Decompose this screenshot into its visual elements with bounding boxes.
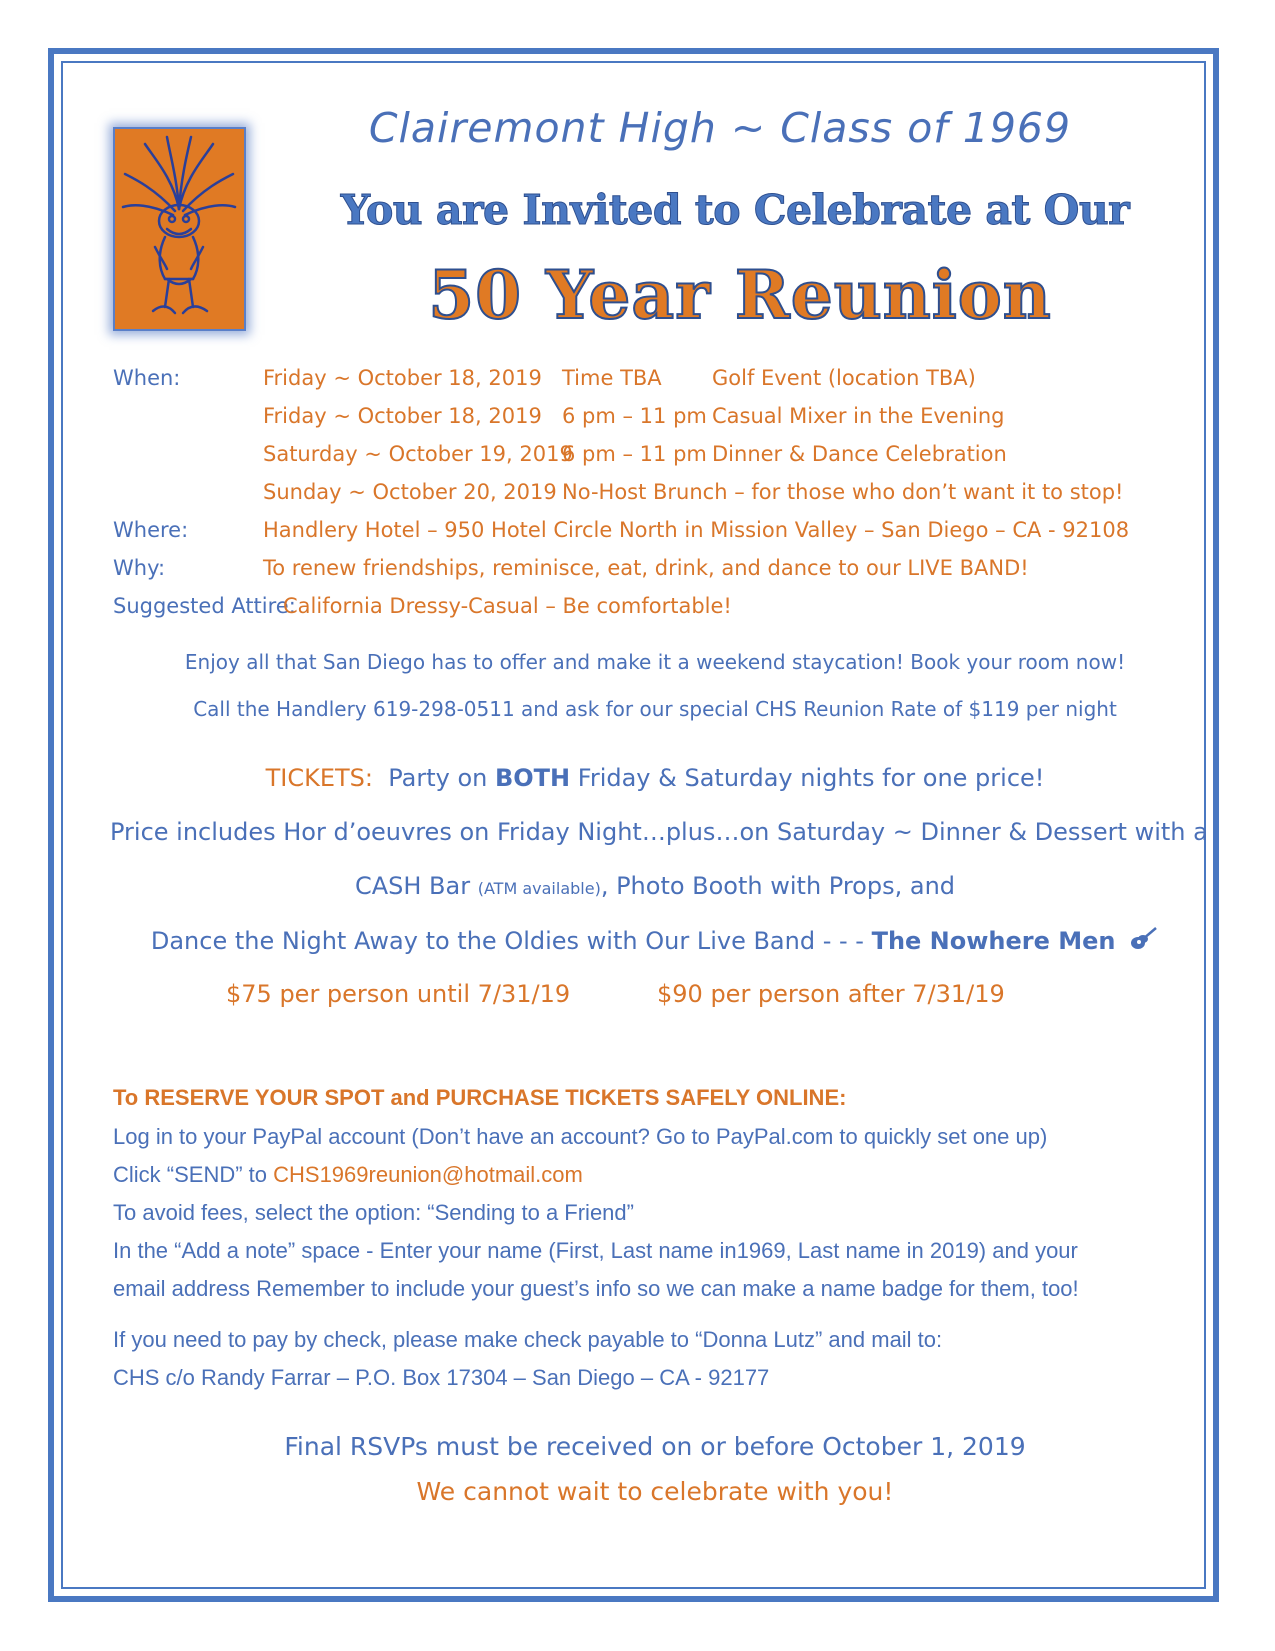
why-value: To renew friendships, reminisce, eat, drink, and dance to our LIVE BAND! bbox=[263, 556, 1029, 580]
mascot-logo bbox=[113, 127, 246, 331]
atm-note: (ATM available) bbox=[477, 879, 601, 898]
tickets-line-3 bbox=[110, 872, 1200, 900]
invited-title: You are Invited to Celebrate at Our bbox=[340, 186, 1130, 234]
check-line-1: If you need to pay by check, please make check payable to “Donna Lutz” and mail to: bbox=[113, 1327, 943, 1352]
paypal-step-4b: email address Remember to include your guest’s info so we can make a name badge for them, too! bbox=[113, 1276, 1079, 1301]
event-date: Friday ~ October 18, 2019 bbox=[263, 404, 542, 428]
event-time: No-Host Brunch – for those who don’t want it to stop! bbox=[562, 480, 1124, 504]
event-desc: Casual Mixer in the Evening bbox=[712, 404, 1005, 428]
band-name: The Nowhere Men bbox=[871, 927, 1116, 955]
cash-bar-text: CASH Bar bbox=[354, 872, 478, 900]
event-date: Sunday ~ October 20, 2019 bbox=[263, 480, 557, 504]
hotel-line-2: Call the Handlery 619-298-0511 and ask for our special CHS Reunion Rate of $119 per night bbox=[193, 697, 1117, 721]
check-line-2: CHS c/o Randy Farrar – P.O. Box 17304 – San Diego – CA - 92177 bbox=[113, 1365, 770, 1390]
event-date: Saturday ~ October 19, 2019 bbox=[263, 442, 573, 466]
dance-text: Dance the Night Away to the Oldies with Our Live Band - - - bbox=[150, 927, 872, 955]
closing-line: We cannot wait to celebrate with you! bbox=[416, 1477, 894, 1506]
tickets-line-2: Price includes Hor d’oeuvres on Friday Night…plus…on Saturday ~ Dinner & Dessert with a bbox=[110, 818, 1208, 846]
tickets-line-4 bbox=[110, 926, 1200, 955]
attire-value: California Dressy-Casual – Be comfortable! bbox=[283, 594, 732, 618]
mascot-icon bbox=[115, 129, 244, 329]
event-time: Time TBA bbox=[562, 366, 662, 390]
where-label: Where: bbox=[113, 518, 189, 542]
why-label: Why: bbox=[113, 556, 166, 580]
event-desc: Golf Event (location TBA) bbox=[712, 366, 976, 390]
paypal-step-3: To avoid fees, select the option: “Sending to a Friend” bbox=[113, 1200, 634, 1225]
event-desc: Dinner & Dance Celebration bbox=[712, 442, 1007, 466]
event-time: 6 pm – 11 pm bbox=[562, 442, 707, 466]
tickets-text-post: Friday & Saturday nights for one price! bbox=[570, 764, 1045, 792]
paypal-step-2 bbox=[113, 1162, 583, 1188]
school-title: Clairemont High ~ Class of 1969 bbox=[368, 104, 1072, 152]
photo-booth-text: , Photo Booth with Props, and bbox=[600, 872, 956, 900]
reunion-title: 50 Year Reunion bbox=[428, 256, 1052, 334]
event-time: 6 pm – 11 pm bbox=[562, 404, 707, 428]
tickets-line-1 bbox=[110, 764, 1200, 792]
tickets-both: BOTH bbox=[494, 764, 571, 792]
send-text: Click “SEND” to bbox=[113, 1162, 274, 1187]
guitar-icon bbox=[1129, 926, 1159, 952]
when-label: When: bbox=[113, 366, 181, 390]
where-value: Handlery Hotel – 950 Hotel Circle North in Mission Valley – San Diego – CA - 92108 bbox=[263, 518, 1130, 542]
attire-label: Suggested Attire: bbox=[113, 594, 296, 618]
tickets-label: TICKETS: bbox=[265, 764, 373, 792]
paypal-step-1: Log in to your PayPal account (Don’t have an account? Go to PayPal.com to quickly set one up) bbox=[113, 1124, 1048, 1149]
rsvp-deadline: Final RSVPs must be received on or before October 1, 2019 bbox=[284, 1432, 1026, 1461]
price-early: $75 per person until 7/31/19 bbox=[226, 980, 571, 1008]
reunion-email-link[interactable]: CHS1969reunion@hotmail.com bbox=[273, 1162, 583, 1187]
paypal-step-4a: In the “Add a note” space - Enter your name (First, Last name in1969, Last name in 2019) and your bbox=[113, 1238, 1078, 1263]
price-late: $90 per person after 7/31/19 bbox=[657, 980, 1005, 1008]
hotel-line-1: Enjoy all that San Diego has to offer and make it a weekend staycation! Book your room now! bbox=[184, 650, 1126, 674]
tickets-text-pre: Party on bbox=[388, 764, 495, 792]
reserve-heading: To RESERVE YOUR SPOT and PURCHASE TICKETS SAFELY ONLINE: bbox=[113, 1085, 847, 1110]
event-date: Friday ~ October 18, 2019 bbox=[263, 366, 542, 390]
